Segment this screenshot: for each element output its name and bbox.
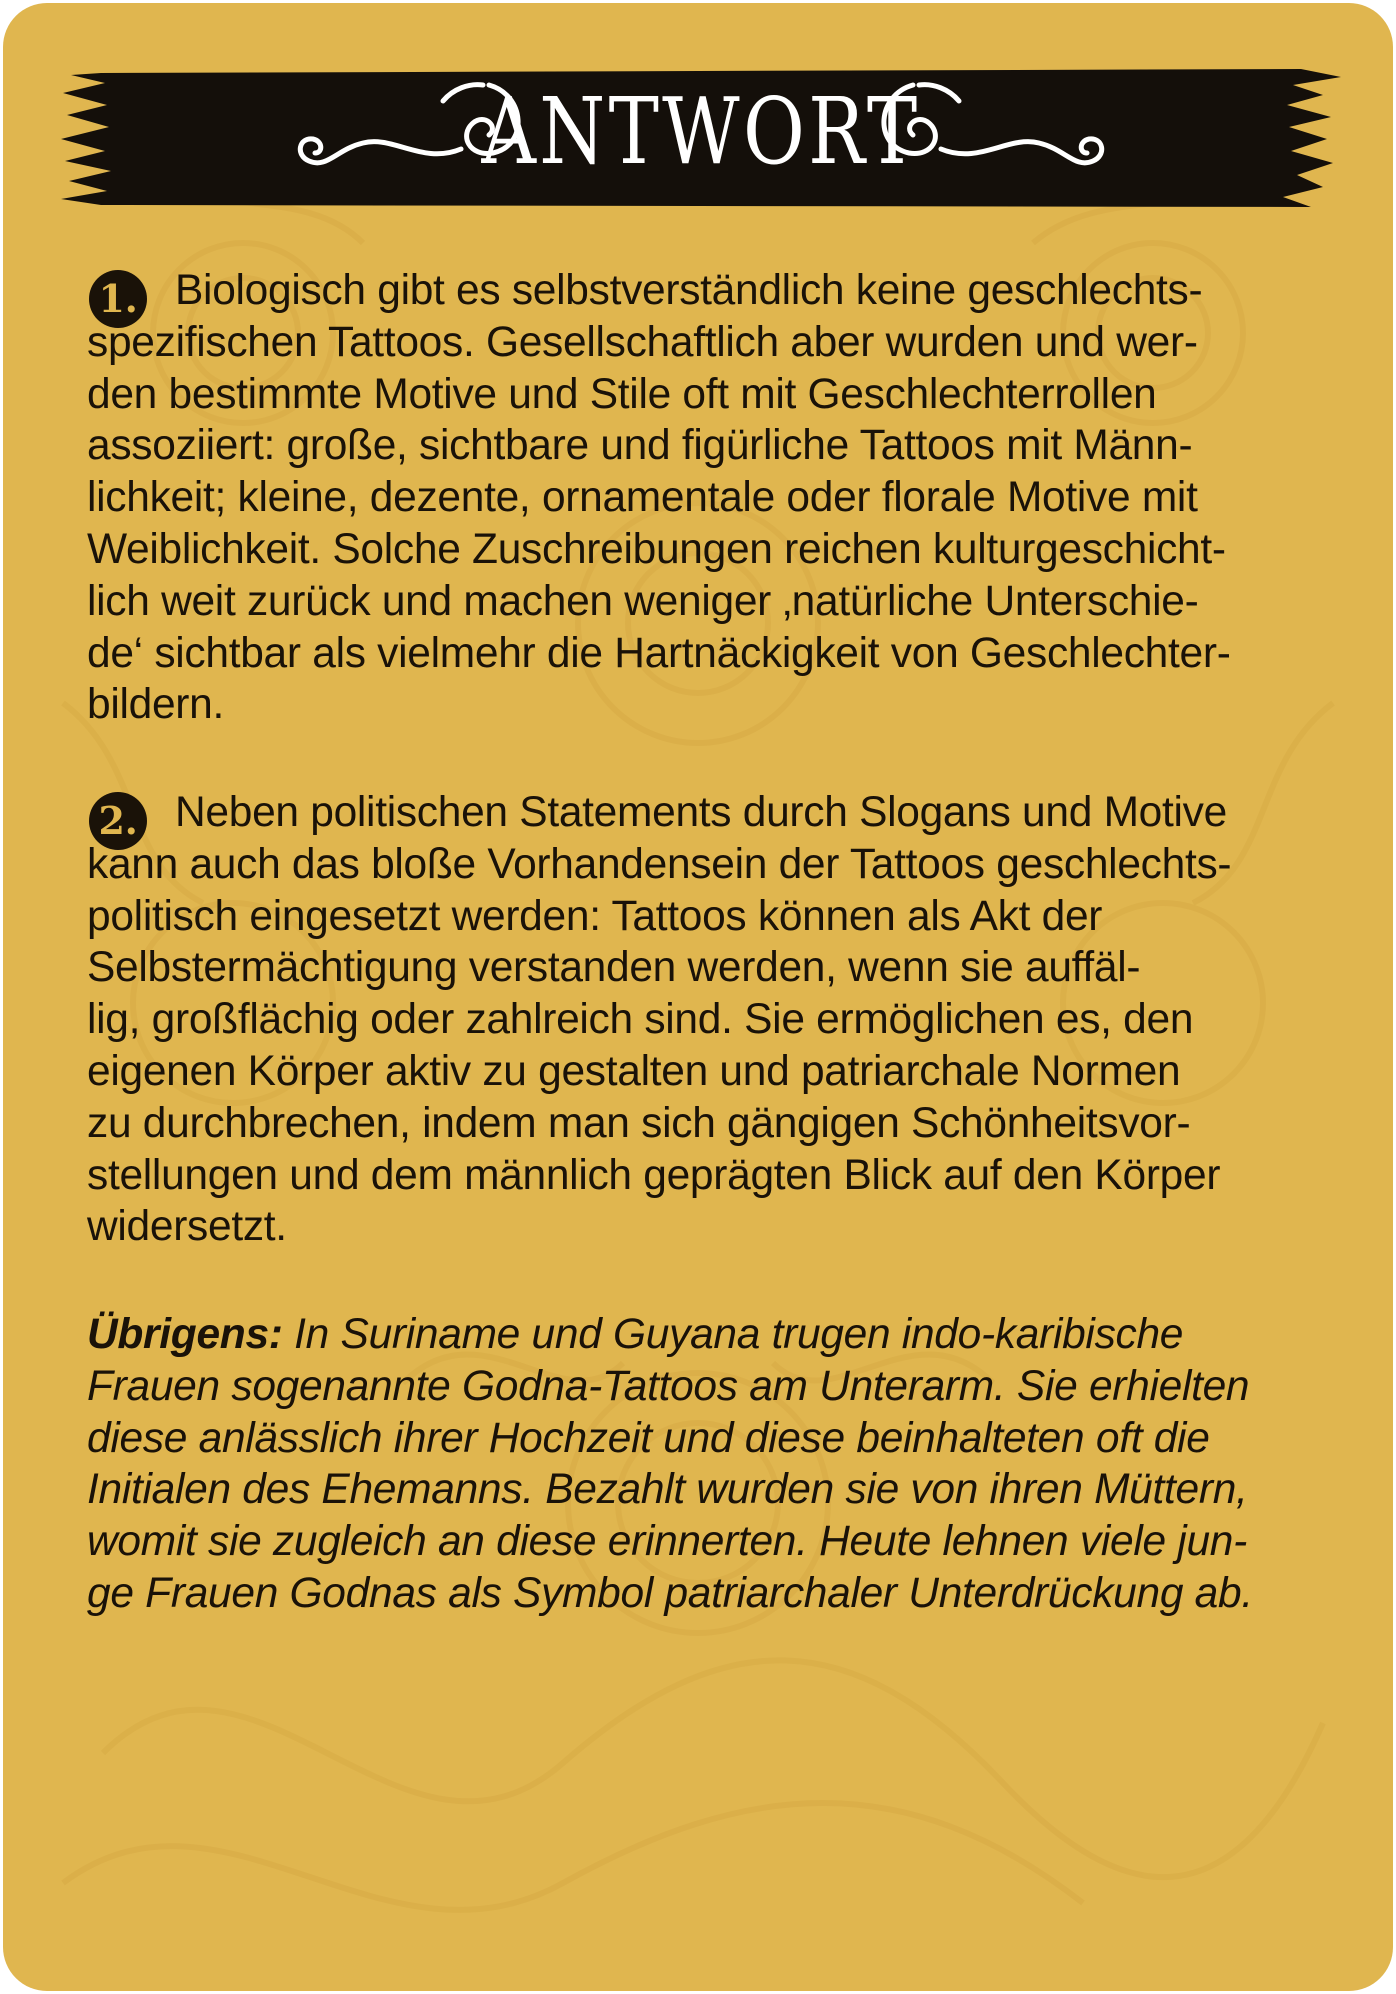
answer-line: stellungen und dem männlich geprägten Blick auf den Körper xyxy=(87,1151,1221,1199)
answer-line: Selbstermächtigung verstanden werden, wenn sie auffäl- xyxy=(87,944,1141,992)
right-flourish-icon xyxy=(869,65,1109,175)
answer-line: eigenen Körper aktiv zu gestalten und patriarchale Normen xyxy=(87,1047,1181,1095)
answer-1 xyxy=(87,265,1363,731)
answer-2 xyxy=(87,787,1363,1253)
note-line: Initialen des Ehemanns. Bezahlt wurden sie von ihren Müttern, xyxy=(87,1466,1248,1514)
answer-line: zu durchbrechen, indem man sich gängigen Schönheitsvor- xyxy=(87,1099,1191,1147)
answer-line: Weiblichkeit. Solche Zuschreibungen reichen kulturgeschicht- xyxy=(87,525,1226,573)
answer-line xyxy=(87,787,1363,843)
answer-line: den bestimmte Motive und Stile oft mit Geschlechterrollen xyxy=(87,370,1157,418)
note-line: womit sie zugleich an diese erinnerten. Heute lehnen viele jun- xyxy=(87,1518,1247,1566)
note-line xyxy=(87,1309,1363,1361)
page-title: ANTWORT xyxy=(481,78,921,185)
note-line: diese anlässlich ihrer Hochzeit und diese beinhalteten oft die xyxy=(87,1414,1210,1462)
trivia-note xyxy=(87,1309,1363,1620)
answer-number-badge: 2. xyxy=(89,792,147,850)
answer-card xyxy=(3,3,1393,1991)
answer-line xyxy=(87,265,1363,321)
answer-line-text: Biologisch gibt es selbstverständlich keine geschlechts- xyxy=(175,267,1203,314)
answer-line: widersetzt. xyxy=(87,1203,287,1251)
answer-line: lich weit zurück und machen weniger ‚natürliche Unterschie- xyxy=(87,577,1199,625)
header-banner xyxy=(61,65,1341,211)
note-line-text: In Suriname und Guyana trugen indo-karibische xyxy=(282,1311,1184,1358)
answer-line-text: Neben politischen Statements durch Slogans und Motive xyxy=(175,789,1227,836)
answer-line: assoziiert: große, sichtbare und figürliche Tattoos mit Männ- xyxy=(87,422,1193,470)
answer-number-badge: 1. xyxy=(89,270,147,328)
answer-line: de‘ sichtbar als vielmehr die Hartnäckigkeit von Geschlechter- xyxy=(87,629,1231,677)
answer-line: bildern. xyxy=(87,681,224,729)
note-line: Frauen sogenannte Godna-Tattoos am Unterarm. Sie erhielten xyxy=(87,1362,1250,1410)
note-line: ge Frauen Godnas als Symbol patriarchaler Unterdrückung ab. xyxy=(87,1569,1253,1617)
note-lead: Übrigens: xyxy=(87,1311,283,1358)
answer-line: kann auch das bloße Vorhandensein der Tattoos geschlechts- xyxy=(87,840,1232,888)
answer-line: politisch eingesetzt werden: Tattoos können als Akt der xyxy=(87,892,1103,940)
answer-line: lig, großflächig oder zahlreich sind. Sie ermöglichen es, den xyxy=(87,996,1194,1044)
answer-line: spezifischen Tattoos. Gesellschaftlich aber wurden und wer- xyxy=(87,318,1198,366)
answer-line: lichkeit; kleine, dezente, ornamentale oder florale Motive mit xyxy=(87,474,1198,522)
